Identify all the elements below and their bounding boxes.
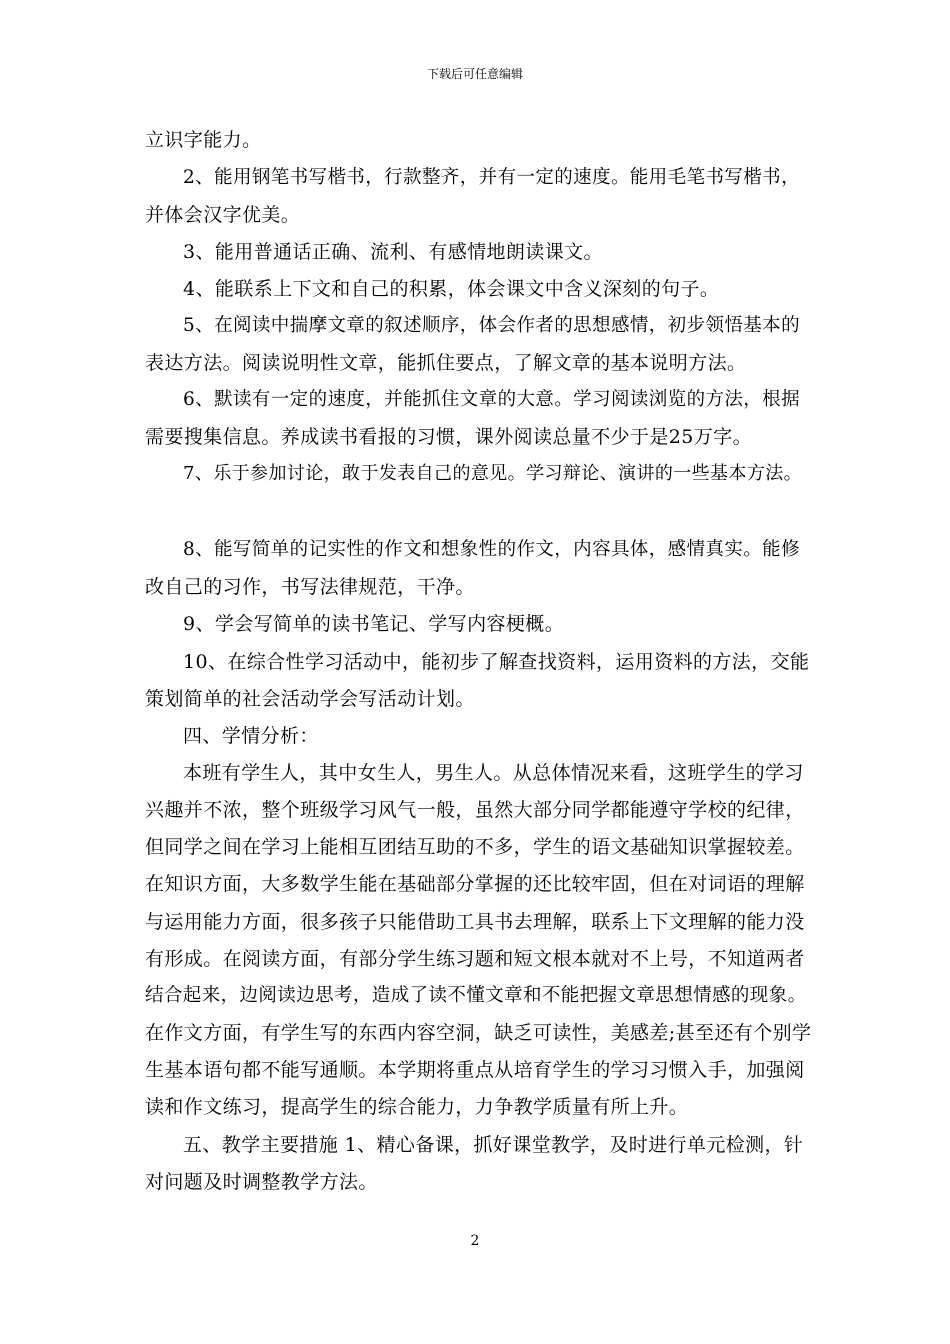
text-line: 需要搜集信息。养成读书看报的习惯，课外阅读总量不少于是25万字。 bbox=[145, 426, 752, 448]
section-heading: 五、教学主要措施 1、精心备课，抓好课堂教学，及时进行单元检测，针 bbox=[183, 1134, 804, 1156]
text-line: 生基本语句都不能写通顺。本学期将重点从培育学生的学习习惯入手，加强阅 bbox=[145, 1059, 805, 1081]
text-line: 读和作文练习，提高学生的综合能力，力争教学质量有所上升。 bbox=[145, 1096, 689, 1118]
text-line: 2、能用钢笔书写楷书，行款整齐，并有一定的速度。能用毛笔书写楷书， bbox=[183, 167, 800, 188]
text-line: 兴趣并不浓，整个班级学习风气一般，虽然大部分同学都能遵守学校的纪律， bbox=[145, 799, 805, 821]
text-line: 10、在综合性学习活动中，能初步了解查找资料，运用资料的方法，交能 bbox=[183, 651, 810, 673]
text-line: 在知识方面，大多数学生能在基础部分掌握的还比较牢固，但在对词语的理解 bbox=[145, 873, 805, 895]
text-line: 本班有学生人，其中女生人，男生人。从总体情况来看，这班学生的学习 bbox=[183, 762, 804, 784]
page-header: 下载后可任意编辑 bbox=[426, 67, 523, 81]
text-line: 有形成。在阅读方面，有部分学生练习题和短文根本就对不上号，不知道两者 bbox=[145, 948, 805, 970]
text-line: 9、学会写简单的读书笔记、学写内容梗概。 bbox=[183, 613, 565, 635]
text-line: 6、默读有一定的速度，并能抓住文章的大意。学习阅读浏览的方法，根据 bbox=[183, 389, 800, 410]
page-number: 2 bbox=[470, 1233, 480, 1249]
text-line: 3、能用普通话正确、流利、有感情地朗读课文。 bbox=[183, 241, 603, 263]
text-line: 表达方法。阅读说明性文章，能抓住要点，了解文章的基本说明方法。 bbox=[145, 352, 747, 374]
text-line: 8、能写简单的记实性的作文和想象性的作文，内容具体，感情真实。能修 bbox=[183, 539, 800, 560]
text-line: 策划简单的社会活动学会写活动计划。 bbox=[145, 688, 475, 710]
text-line: 4、能联系上下文和自己的积累，体会课文中含义深刻的句子。 bbox=[183, 278, 720, 300]
text-line: 对问题及时调整教学方法。 bbox=[145, 1171, 378, 1193]
section-heading: 四、学情分析： bbox=[183, 725, 319, 747]
text-line: 立识字能力。 bbox=[145, 129, 262, 151]
text-line: 7、乐于参加讨论，敢于发表自己的意见。学习辩论、演讲的一些基本方法。 bbox=[183, 463, 803, 484]
text-line: 5、在阅读中揣摩文章的叙述顺序，体会作者的思想感情，初步领悟基本的 bbox=[183, 315, 800, 336]
text-line: 改自己的习作，书写法律规范，干净。 bbox=[145, 576, 475, 598]
text-line: 结合起来，边阅读边思考，造成了读不懂文章和不能把握文章思想情感的现象。 bbox=[145, 985, 807, 1006]
text-line: 与运用能力方面，很多孩子只能借助工具书去理解，联系上下文理解的能力没 bbox=[145, 911, 805, 933]
text-line: 在作文方面，有学生写的东西内容空洞，缺乏可读性，美感差;甚至还有个别学 bbox=[145, 1022, 812, 1044]
text-line: 并体会汉字优美。 bbox=[145, 204, 301, 226]
text-line: 但同学之间在学习上能相互团结互助的不多，学生的语文基础知识掌握较差。 bbox=[145, 836, 805, 858]
